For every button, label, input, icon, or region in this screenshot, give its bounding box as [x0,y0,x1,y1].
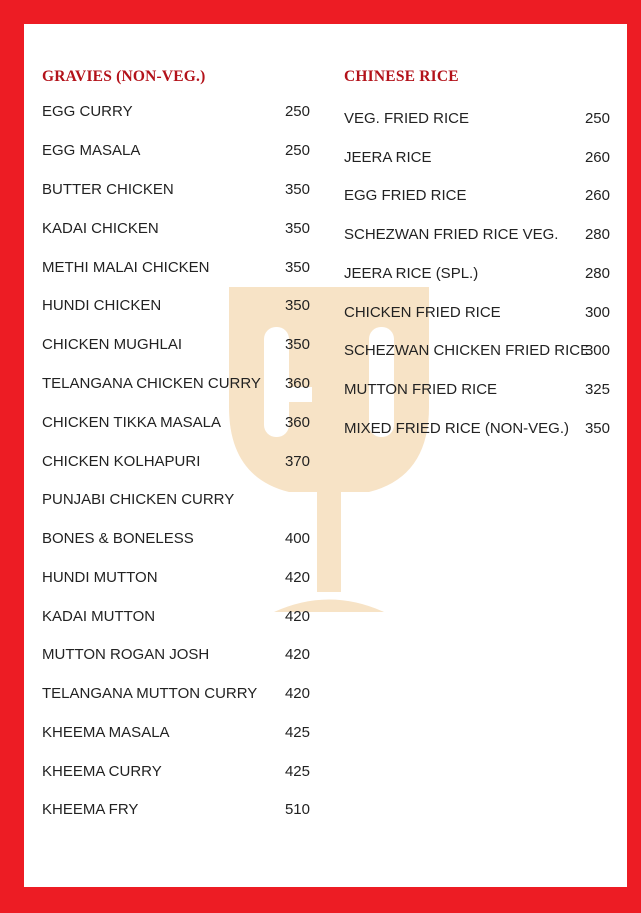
menu-item [42,646,310,666]
item-price: 250 [284,142,310,159]
menu-item [42,453,310,473]
menu-item [42,801,310,821]
item-name: KHEEMA MASALA [42,724,170,741]
item-name: SCHEZWAN CHICKEN FRIED RICE [344,342,591,359]
item-price: 510 [284,801,310,818]
item-name: EGG CURRY [42,103,133,120]
item-name: HUNDI MUTTON [42,569,158,586]
item-name: JEERA RICE [344,149,432,166]
item-price: 370 [284,453,310,470]
item-name: KADAI CHICKEN [42,220,159,237]
menu-item [344,149,610,169]
item-name: KHEEMA FRY [42,801,139,818]
menu-item [42,142,310,162]
item-price: 420 [284,569,310,586]
menu-item [344,226,610,246]
item-name: PUNJABI CHICKEN CURRY [42,491,235,508]
menu-item [344,187,610,207]
gravies-heading: GRAVIES (NON-VEG.) [42,68,206,85]
item-name: TELANGANA CHICKEN CURRY [42,375,261,392]
menu-item [42,336,310,356]
menu-item [42,297,310,317]
menu-item [42,685,310,705]
menu-item [42,375,310,395]
item-price: 250 [284,103,310,120]
item-price: 250 [584,110,610,127]
menu-item [42,569,310,589]
item-name: MUTTON FRIED RICE [344,381,498,398]
item-price: 400 [284,530,310,547]
item-price: 350 [584,420,610,437]
item-price: 260 [584,149,610,166]
item-name: VEG. FRIED RICE [344,110,470,127]
item-price: 350 [284,220,310,237]
item-name: TELANGANA MUTTON CURRY [42,685,258,702]
item-name: EGG FRIED RICE [344,187,467,204]
item-price: 350 [284,259,310,276]
item-name: MIXED FRIED RICE (NON-VEG.) [344,420,570,437]
menu-page [24,24,627,887]
menu-item [42,414,310,434]
menu-item [42,103,310,123]
item-price: 300 [584,304,610,321]
item-price: 420 [284,608,310,625]
menu-item [344,420,610,440]
item-name: METHI MALAI CHICKEN [42,259,210,276]
menu-item [344,342,610,362]
item-price: 260 [584,187,610,204]
item-price: 350 [284,336,310,353]
item-price: 325 [584,381,610,398]
menu-item [42,181,310,201]
menu-item [42,220,310,240]
item-price: 350 [284,181,310,198]
item-name: JEERA RICE (SPL.) [344,265,479,282]
item-price: 420 [284,646,310,663]
item-name: BUTTER CHICKEN [42,181,174,198]
menu-item [42,259,310,279]
item-price: 425 [284,724,310,741]
item-name: CHICKEN KOLHAPURI [42,453,201,470]
item-name: EGG MASALA [42,142,141,159]
menu-item [344,110,610,130]
item-name: HUNDI CHICKEN [42,297,162,314]
menu-item [42,491,310,511]
menu-item [344,304,610,324]
item-name: BONES & BONELESS [42,530,194,547]
item-name: SCHEZWAN FRIED RICE VEG. [344,226,559,243]
item-price: 280 [584,265,610,282]
item-name: KHEEMA CURRY [42,763,162,780]
item-name: CHICKEN MUGHLAI [42,336,183,353]
menu-item [42,724,310,744]
chinese-rice-heading: CHINESE RICE [344,68,459,85]
item-name: MUTTON ROGAN JOSH [42,646,210,663]
item-price: 280 [584,226,610,243]
item-price: 300 [584,342,610,359]
item-price: 360 [284,414,310,431]
menu-item [344,265,610,285]
item-price: 420 [284,685,310,702]
menu-item [42,530,310,550]
item-price: 425 [284,763,310,780]
item-name: KADAI MUTTON [42,608,156,625]
menu-item [42,763,310,783]
menu-item [344,381,610,401]
item-name: CHICKEN FRIED RICE [344,304,501,321]
item-name: CHICKEN TIKKA MASALA [42,414,221,431]
item-price: 350 [284,297,310,314]
menu-item [42,608,310,628]
item-price: 360 [284,375,310,392]
